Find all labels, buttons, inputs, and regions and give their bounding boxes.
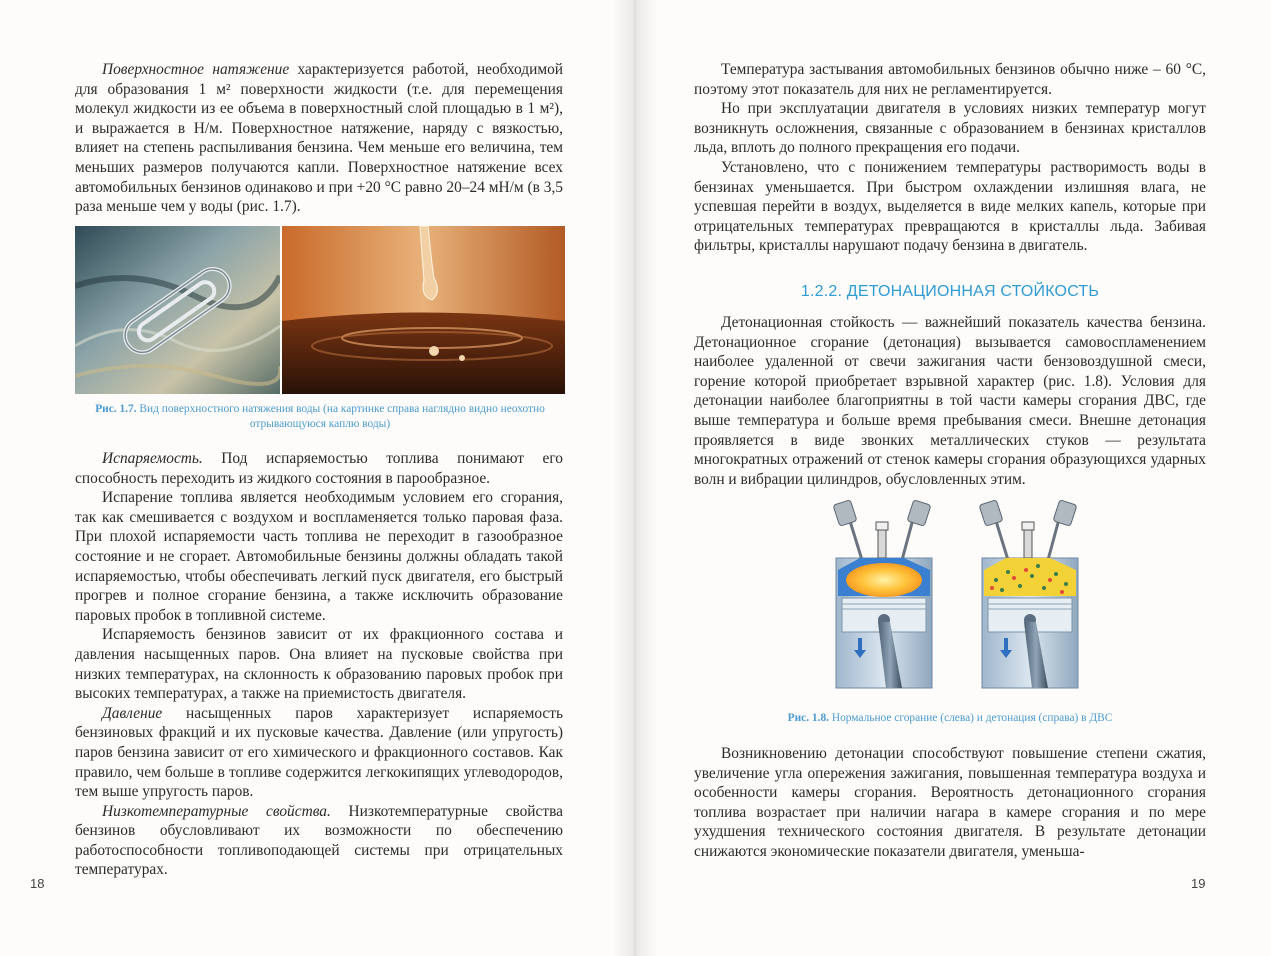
paragraph-knock: Детонационная стойкость — важнейший показатель качества бензина. Детонационное сгорание (детонация) вызывается самовоспламенением наиболее удаленной от свечи зажигания части бензовоздушной смеси, горение которой приобретает взрывной характер (рис. 1.8). Условия для детонации наиболее благоприятны в той части камеры сгорания ДВС, где выше температура и больше время пребывания смеси. Внешне детонация проявляется в виде звонких металлических стуков — результата многократных отражений от стенок камеры сгорания образующихся ударных волн и вибрации цилиндров, обусловленных этим. xyxy=(694,314,1206,488)
right-text-bottom xyxy=(694,744,1206,862)
term-pressure: Давление xyxy=(102,704,163,722)
page-number-left: 18 xyxy=(30,876,45,891)
paragraph-pressure xyxy=(75,704,563,802)
paragraph-pour-point: Температура застывания автомобильных бензинов обычно ниже – 60 °С, поэтому этот показатель для них не регламентируется. xyxy=(694,61,1206,98)
figure-1-7-caption xyxy=(75,402,565,432)
left-text-top xyxy=(75,60,563,217)
section-heading: 1.2.2. ДЕТОНАЦИОННАЯ СТОЙКОСТЬ xyxy=(800,283,1100,300)
paragraph-factors: Возникновению детонации способствуют повышение степени сжатия, увеличение угла опережения зажигания, повышенная температура воздуха и особенности камеры сгорания. Вероятность детонационного сгорания топлива возрастает при наличии нагара в камере сгорания и по мере ухудшения технического состояния двигателя. В результате детонации снижаются экономические показатели двигателя, уменьша- xyxy=(694,745,1206,860)
normal-combustion-engine xyxy=(833,500,932,688)
paragraph-text: Под испаряемостью топлива понимают его способность переходить из жидкого состояния в парообразное. xyxy=(75,450,563,487)
paragraph-surface-tension xyxy=(75,60,563,217)
paragraph-complications: Но при эксплуатации двигателя в условиях низких температур могут возникнуть осложнения, связанные с образованием в бензинах кристаллов льда, вплоть до полного прекращения его подачи. xyxy=(694,100,1206,157)
paragraph-low-temp xyxy=(75,802,563,880)
paragraph-text: насыщенных паров характеризует испаряемость бензиновых фракций и их пусковые качества. Давление (или упругость) паров бензина зависит от его химического и фракционного составов. Как правило, чем больше в топливе содержится легкокипящих углеводородов, тем выше упругость паров. xyxy=(75,704,563,801)
right-text-middle xyxy=(694,313,1206,489)
water-drop-photo xyxy=(282,226,565,394)
figure-caption-text: Вид поверхностного натяжения воды (на картинке справа наглядно видно неохотно отрывающуюся каплю воды) xyxy=(136,403,545,430)
paragraph-evaporation: Испарение топлива является необходимым условием его сгорания, так как смешивается с воздухом и воспламеняется только паровая фаза. При плохой испаряемости часть топлива не переходит в газообразное состояние и не сгорает. Автомобильные бензины должны обладать такой испаряемостью, чтобы обеспечивать легкий пуск двигателя, его быстрый прогрев и полное сгорание бензина, а также исключить образование паровых пробок в топливной системе. xyxy=(75,489,563,624)
paragraph-volatility-depends: Испаряемость бензинов зависит от их фракционного состава и давления насыщенных паров. Она влияет на пусковые свойства при низких температурах, на склонность к образованию паровых пробок при высоких температурах, а также на приемистость двигателя. xyxy=(75,626,563,703)
right-page xyxy=(636,0,1271,956)
right-text-top xyxy=(694,60,1206,256)
figure-label: Рис. 1.8. xyxy=(787,712,829,724)
paragraph-volatility xyxy=(75,449,563,488)
left-text-bottom xyxy=(75,449,563,880)
term-volatility: Испаряемость. xyxy=(102,450,203,467)
detonation-engine xyxy=(979,500,1078,688)
page-number-right: 19 xyxy=(1191,876,1206,891)
paperclip-on-water-photo xyxy=(75,226,280,394)
engine-combustion-illustration xyxy=(816,500,1096,692)
term-low-temp: Низкотемпературные свойства. xyxy=(102,802,331,820)
term-surface-tension: Поверхностное натяжение xyxy=(102,61,290,78)
paragraph-solubility: Установлено, что с понижением температуры растворимость воды в бензинах уменьшается. При быстром охлаждении излишняя влага, не успевшая перейти в воздух, выделяется в виде мелких капель, которые при отрицательных температурах превращаются в кристаллы льда. Забивая фильтры, кристаллы нарушают подачу бензина в двигатель. xyxy=(694,158,1206,255)
figure-1-8-caption xyxy=(694,711,1206,726)
paragraph-text: характеризуется работой, необходимой для образования 1 м² поверхности жидкости (т.е. для перемещения молекул жидкости из ее объема в поверхностный слой площадью в 1 м²), и выражается в Н/м. Поверхностное натяжение, наряду с вязкостью, влияет на степень распыливания бензина. Чем меньше его величина, тем меньших размеров получаются капли. Поверхностное натяжение всех автомобильных бензинов одинаково и при +20 °С равно 20–24 мН/м (в 3,5 раза меньше чем у воды (рис. 1.7). xyxy=(75,61,563,216)
left-page xyxy=(0,0,635,956)
figure-label: Рис. 1.7. xyxy=(95,403,137,415)
figure-caption-text: Нормальное сгорание (слева) и детонация (справа) в ДВС xyxy=(829,712,1113,724)
paragraph-text: Низкотемпературные свойства бензинов обусловливают их возможности по обеспечению работоспособности топливоподающей системы при отрицательных температурах. xyxy=(75,802,563,879)
